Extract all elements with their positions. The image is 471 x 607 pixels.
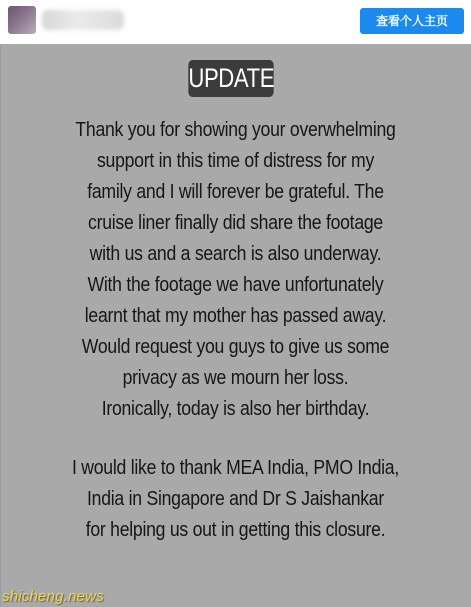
message-line: With the footage we have unfortunately: [87, 273, 384, 296]
message-line: learnt that my mother has passed away.: [84, 304, 387, 327]
view-profile-button[interactable]: 查看个人主页: [360, 8, 464, 34]
profile-header: [0, 0, 471, 44]
message-line: cruise liner finally did share the footage: [88, 211, 383, 234]
message-line: support in this time of distress for my: [96, 149, 375, 172]
message-line: with us and a search is also underway.: [89, 242, 382, 265]
update-badge: UPDATE: [188, 60, 273, 97]
avatar[interactable]: [8, 6, 36, 34]
message-paragraph-2: [0, 452, 471, 545]
message-line: privacy as we mourn her loss.: [122, 366, 349, 389]
message-paragraph-1: [0, 114, 471, 424]
message-line: Would request you guys to give us some: [81, 335, 390, 358]
message-line: family and I will forever be grateful. The: [87, 180, 384, 203]
message-line: Ironically, today is also her birthday.: [101, 397, 370, 420]
blurred-username: [42, 10, 124, 30]
site-watermark: shicheng.news: [2, 588, 104, 605]
message-line: Thank you for showing your overwhelming: [75, 118, 396, 141]
message-line: India in Singapore and Dr S Jaishankar: [87, 487, 384, 510]
message-line: I would like to thank MEA India, PMO India,: [72, 456, 399, 479]
message-line: for helping us out in getting this closure.: [85, 518, 386, 541]
